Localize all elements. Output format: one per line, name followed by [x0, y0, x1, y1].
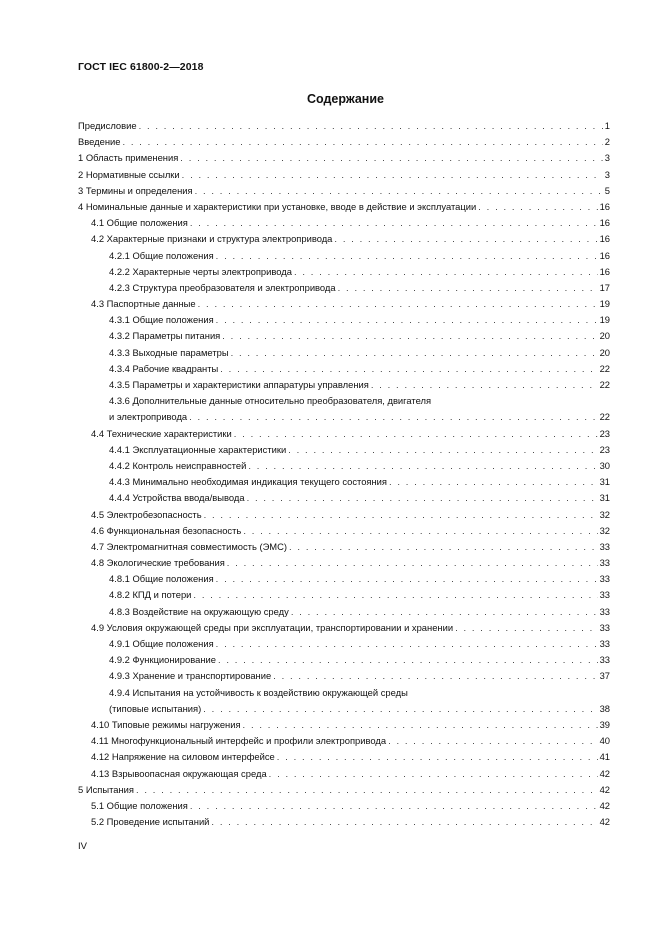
page-number-footer: IV	[78, 841, 87, 852]
toc-entry[interactable]	[78, 377, 610, 393]
leader-dots	[216, 636, 598, 652]
toc-entry-text: Воздействие на окружающую среду	[132, 605, 289, 617]
toc-entry-number: 4.3	[91, 298, 105, 310]
toc-entry[interactable]	[78, 361, 610, 377]
leader-dots	[334, 231, 597, 247]
toc-entry-page: 39	[599, 718, 610, 730]
toc-entry-number: 4.3.6	[109, 395, 130, 407]
leader-dots	[220, 361, 597, 377]
toc-entry[interactable]	[78, 685, 610, 717]
toc-entry-page: 20	[599, 346, 610, 358]
toc-entry-page: 30	[599, 459, 610, 471]
toc-entry-text: Нормативные ссылки	[85, 168, 180, 180]
leader-dots	[371, 377, 598, 393]
toc-entry[interactable]	[78, 523, 610, 539]
leader-dots	[204, 507, 598, 523]
leader-dots	[227, 555, 598, 571]
toc-entry[interactable]	[78, 280, 610, 296]
toc-entry[interactable]	[78, 733, 610, 749]
toc-entry-text: Испытания на устойчивость к воздействию окружающей среды	[132, 686, 408, 698]
leader-dots	[291, 604, 598, 620]
leader-dots	[243, 523, 597, 539]
document-code: ГОСТ IEC 61800-2—2018	[78, 61, 204, 73]
toc-entry-number: 4.7	[91, 540, 105, 552]
toc-entry-number: 4.4.1	[109, 443, 130, 455]
toc-entry[interactable]	[78, 167, 610, 183]
toc-entry-page: 16	[599, 265, 610, 277]
leader-dots	[216, 571, 598, 587]
toc-entry-number: 4.3.2	[109, 330, 130, 342]
toc-entry-page: 33	[599, 540, 610, 552]
toc-entry[interactable]	[78, 782, 610, 798]
toc-entry-page: 32	[599, 508, 610, 520]
toc-entry-page: 33	[599, 605, 610, 617]
toc-entry-text: Испытания	[85, 783, 134, 795]
toc-entry-text: Общие положения	[132, 573, 214, 585]
toc-entry[interactable]	[78, 150, 610, 166]
toc-entry[interactable]	[78, 426, 610, 442]
toc-entry-text: Типовые режимы нагружения	[111, 718, 241, 730]
toc-entry-text: Характерные признаки и структура электропривода	[106, 233, 333, 245]
toc-entry-number: 2	[78, 168, 84, 180]
toc-entry-text: Электробезопасность	[106, 508, 202, 520]
toc-entry[interactable]	[78, 134, 610, 150]
toc-entry-page: 17	[599, 281, 610, 293]
leader-dots	[216, 312, 598, 328]
toc-entry-text: Многофункциональный интерфейс и профили электропривода	[111, 735, 387, 747]
toc-entry-page: 33	[599, 573, 610, 585]
toc-entry[interactable]	[78, 798, 610, 814]
toc-entry-text-continued: (типовые испытания)	[109, 702, 202, 714]
toc-entry-page: 33	[599, 557, 610, 569]
toc-entry-number: 4.12	[91, 751, 110, 763]
leader-dots	[269, 766, 598, 782]
toc-entry-page: 3	[604, 152, 610, 164]
toc-entry-page: 42	[599, 783, 610, 795]
leader-dots	[190, 798, 598, 814]
toc-entry[interactable]	[78, 507, 610, 523]
leader-dots	[211, 814, 597, 830]
toc-entry-text: Взрывоопасная окружающая среда	[111, 767, 267, 779]
toc-entry-text: Контроль неисправностей	[132, 459, 247, 471]
toc-entry[interactable]	[78, 587, 610, 603]
toc-entry-page: 19	[599, 298, 610, 310]
toc-entry[interactable]	[78, 231, 610, 247]
toc-entry-text: Эксплуатационные характеристики	[132, 443, 287, 455]
leader-dots	[248, 458, 597, 474]
toc-entry-page: 16	[599, 200, 610, 212]
toc-entry-page: 3	[604, 168, 610, 180]
toc-entry-page: 37	[599, 670, 610, 682]
toc-entry-text: Общие положения	[106, 217, 188, 229]
toc-entry-page: 22	[599, 362, 610, 374]
toc-entry[interactable]	[78, 620, 610, 636]
toc-entry[interactable]	[78, 118, 610, 134]
toc-entry-number: 5	[78, 783, 84, 795]
toc-entry-text: Электромагнитная совместимость (ЭМС)	[106, 540, 288, 552]
leader-dots	[190, 215, 598, 231]
toc-entry-text: Функционирование	[132, 654, 216, 666]
toc-entry[interactable]	[78, 814, 610, 830]
toc-entry-number: 4.2	[91, 233, 105, 245]
leader-dots	[180, 150, 602, 166]
toc-entry-text: Предисловие	[78, 120, 137, 131]
leader-dots	[198, 296, 598, 312]
toc-entry[interactable]	[78, 215, 610, 231]
toc-entry[interactable]	[78, 604, 610, 620]
toc-entry-page: 20	[599, 330, 610, 342]
toc-entry-page: 33	[599, 654, 610, 666]
toc-entry-text: Напряжение на силовом интерфейсе	[111, 751, 275, 763]
toc-entry-text: Общие положения	[132, 638, 214, 650]
leader-dots	[231, 345, 598, 361]
toc-entry-text: Дополнительные данные относительно преобразователя, двигателя	[132, 395, 432, 407]
leader-dots	[288, 442, 597, 458]
toc-entry-page: 42	[599, 799, 610, 811]
toc-entry[interactable]	[78, 652, 610, 668]
toc-entry-text: Структура преобразователя и электропривода	[132, 281, 336, 293]
toc-entry-number: 4.3.4	[109, 362, 130, 374]
leader-dots	[122, 134, 602, 150]
toc-entry-number: 4.8.2	[109, 589, 130, 601]
toc-entry[interactable]	[78, 490, 610, 506]
toc-entry-text: Паспортные данные	[106, 298, 196, 310]
leader-dots	[218, 652, 598, 668]
toc-entry[interactable]	[78, 442, 610, 458]
toc-entry-page: 33	[599, 638, 610, 650]
toc-entry-number: 4.10	[91, 718, 110, 730]
toc-entry-page: 16	[599, 249, 610, 261]
toc-entry-text: Номинальные данные и характеристики при установке, вводе в действие и эксплуатации	[85, 200, 477, 212]
toc-entry[interactable]	[78, 199, 610, 215]
toc-entry-text: Минимально необходимая индикация текущего состояния	[132, 476, 387, 488]
toc-entry[interactable]	[78, 328, 610, 344]
leader-dots	[294, 264, 598, 280]
toc-entry-page: 22	[599, 379, 610, 390]
toc-entry-text: Хранение и транспортирование	[132, 670, 272, 682]
toc-entry-number: 4	[78, 200, 84, 212]
leader-dots	[338, 280, 598, 296]
toc-entry-number: 4.3.5	[109, 379, 130, 390]
toc-entry-page: 33	[599, 621, 610, 633]
toc-entry-number: 4.9.2	[109, 654, 130, 666]
toc-entry-number: 4.2.3	[109, 281, 130, 293]
toc-entry-number: 4.1	[91, 217, 105, 229]
leader-dots	[289, 539, 598, 555]
toc-entry[interactable]	[78, 296, 610, 312]
toc-entry-number: 4.2.1	[109, 249, 130, 261]
toc-entry-text: Функциональная безопасность	[106, 524, 242, 536]
toc-entry-page: 31	[599, 492, 610, 504]
leader-dots	[222, 328, 597, 344]
toc-entry-page: 2	[604, 136, 610, 148]
toc-entry[interactable]	[78, 749, 610, 765]
toc-entry-text: Рабочие квадранты	[132, 362, 219, 374]
leader-dots	[455, 620, 597, 636]
leader-dots	[243, 717, 598, 733]
leader-dots	[193, 587, 597, 603]
toc-entry[interactable]	[78, 668, 610, 684]
leader-dots	[389, 474, 598, 490]
toc-entry-text: Общие положения	[106, 799, 188, 811]
leader-dots	[136, 782, 598, 798]
toc-entry[interactable]	[78, 636, 610, 652]
toc-entry-number: 4.4.3	[109, 476, 130, 488]
toc-entry-number: 4.3.1	[109, 314, 130, 326]
toc-entry-page: 32	[599, 524, 610, 536]
leader-dots	[478, 199, 597, 215]
toc-entry-number: 4.4.4	[109, 492, 130, 504]
toc-entry-page: 22	[599, 411, 610, 423]
toc-entry-page: 5	[604, 184, 610, 196]
toc-entry-text: Термины и определения	[85, 184, 193, 196]
toc-entry-page: 19	[599, 314, 610, 326]
leader-dots	[203, 701, 597, 717]
toc-entry-number: 4.11	[91, 735, 109, 747]
leader-dots	[195, 183, 603, 199]
toc-entry-number: 4.6	[91, 524, 105, 536]
toc-entry-text: Область применения	[85, 152, 179, 164]
toc-entry-page: 16	[599, 233, 610, 245]
toc-entry-number: 4.9.4	[109, 686, 130, 698]
leader-dots	[216, 248, 598, 264]
toc-entry-page: 41	[599, 751, 610, 763]
leader-dots	[234, 426, 598, 442]
toc-entry-number: 4.4	[91, 427, 105, 439]
toc-entry-page: 23	[599, 427, 610, 439]
toc-entry-page: 31	[599, 476, 610, 488]
toc-entry-number: 4.9	[91, 621, 105, 633]
toc-entry-number: 4.9.3	[109, 670, 130, 682]
leader-dots	[139, 118, 603, 134]
toc-entry-text: Общие положения	[132, 314, 214, 326]
toc-entry-page: 42	[599, 816, 610, 828]
toc-entry-number: 4.9.1	[109, 638, 130, 650]
toc-entry-text-continued: и электропривода	[109, 411, 188, 423]
toc-entry[interactable]	[78, 345, 610, 361]
leader-dots	[273, 668, 597, 684]
toc-entry-text: Технические характеристики	[106, 427, 232, 439]
leader-dots	[247, 490, 598, 506]
toc-entry[interactable]	[78, 458, 610, 474]
toc-entry-number: 4.8.1	[109, 573, 130, 585]
leader-dots	[277, 749, 598, 765]
toc-entry-number: 4.13	[91, 767, 110, 779]
toc-entry[interactable]	[78, 555, 610, 571]
toc-entry[interactable]	[78, 248, 610, 264]
toc-entry-text: КПД и потери	[132, 589, 192, 601]
toc-entry-number: 4.8.3	[109, 605, 130, 617]
toc-entry-number: 4.3.3	[109, 346, 130, 358]
toc-entry[interactable]	[78, 312, 610, 328]
toc-entry[interactable]	[78, 717, 610, 733]
toc-entry-number: 5.2	[91, 816, 105, 828]
toc-entry-text: Устройства ввода/вывода	[132, 492, 245, 504]
toc-entry-number: 4.2.2	[109, 265, 130, 277]
toc-entry[interactable]	[78, 474, 610, 490]
table-of-contents	[78, 118, 610, 830]
toc-entry-text: Характерные черты электропривода	[132, 265, 292, 277]
toc-entry-page: 1	[604, 120, 610, 131]
toc-entry[interactable]	[78, 766, 610, 782]
page-title: Содержание	[306, 92, 384, 106]
toc-entry-number: 4.5	[91, 508, 105, 520]
toc-entry-text: Условия окружающей среды при эксплуатации, транспортировании и хранении	[106, 621, 454, 633]
toc-entry-text: Параметры и характеристики аппаратуры управления	[132, 379, 369, 390]
toc-entry-page: 38	[599, 702, 610, 714]
leader-dots	[189, 409, 597, 425]
leader-dots	[388, 733, 597, 749]
toc-entry-text: Экологические требования	[106, 557, 225, 569]
toc-entry-number: 3	[78, 184, 84, 196]
toc-entry-number: 4.8	[91, 557, 105, 569]
toc-entry-page: 40	[599, 735, 610, 747]
toc-entry-page: 23	[599, 443, 610, 455]
toc-entry-text: Параметры питания	[132, 330, 221, 342]
toc-entry[interactable]	[78, 264, 610, 280]
toc-entry[interactable]	[78, 539, 610, 555]
toc-entry-text: Введение	[78, 136, 121, 148]
toc-entry-page: 33	[599, 589, 610, 601]
toc-entry-text: Общие положения	[132, 249, 214, 261]
toc-entry-page: 16	[599, 217, 610, 229]
leader-dots	[182, 167, 603, 183]
toc-entry[interactable]	[78, 183, 610, 199]
toc-entry-text: Выходные параметры	[132, 346, 229, 358]
toc-entry-number: 4.4.2	[109, 459, 130, 471]
toc-entry-page: 42	[599, 767, 610, 779]
toc-entry-number: 5.1	[91, 799, 105, 811]
toc-entry-text: Проведение испытаний	[106, 816, 210, 828]
toc-entry[interactable]	[78, 571, 610, 587]
toc-entry[interactable]	[78, 393, 610, 425]
toc-entry-number: 1	[78, 152, 84, 164]
